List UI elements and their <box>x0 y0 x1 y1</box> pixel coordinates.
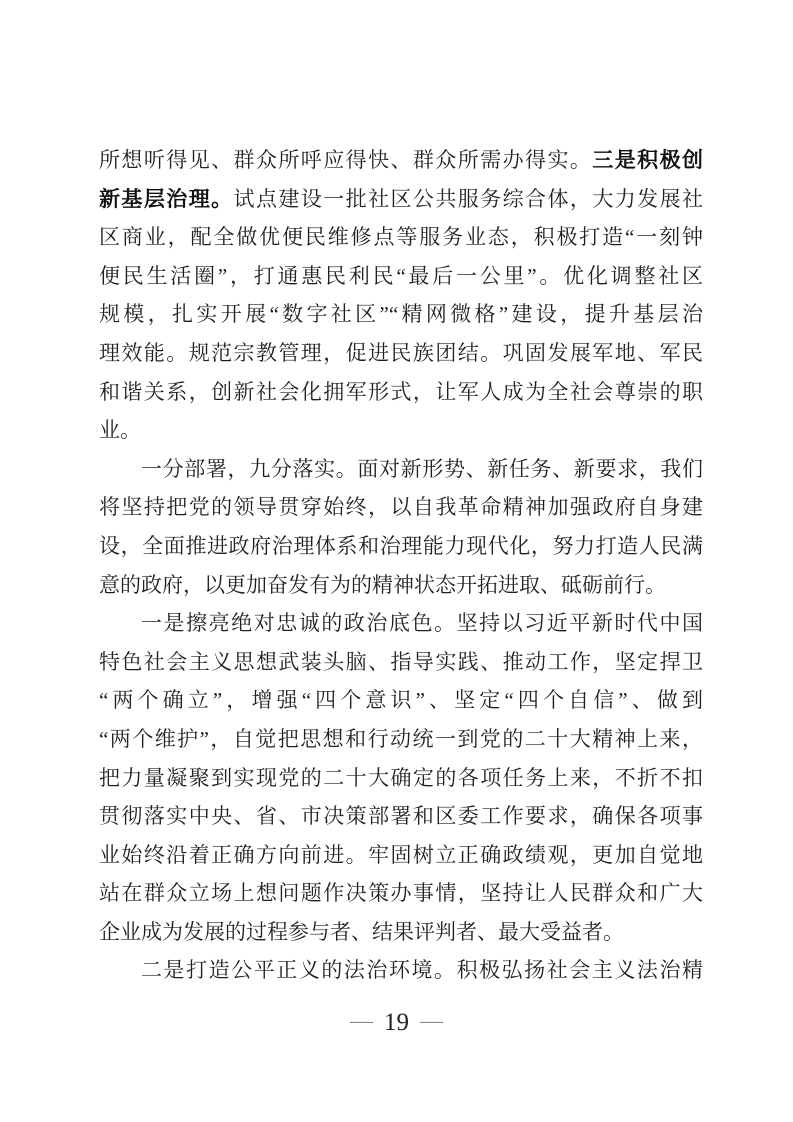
text-line <box>99 951 703 990</box>
text-segment: 企业成为发展的过程参与者、结果评判者、最大受益者。 <box>99 919 624 944</box>
text-segment: 一是擦亮绝对忠诚的政治底色。坚持以习近平新时代中国 <box>141 611 703 636</box>
text-segment: “两个确立”，增强“四个意识”、坚定“四个自信”、做到 <box>99 688 703 713</box>
text-segment: 和谐关系，创新社会化拥军形式，让军人成为全社会尊崇的职 <box>99 379 703 404</box>
text-segment: 把力量凝聚到实现党的二十大确定的各项任务上来，不折不扣 <box>99 765 703 790</box>
text-segment: 将坚持把党的领导贯穿始终，以自我革命精神加强政府自身建 <box>99 495 703 520</box>
text-segment: 理效能。规范宗教管理，促进民族团结。巩固发展军地、军民 <box>99 340 703 365</box>
page-footer <box>0 1008 793 1037</box>
bold-heading-segment: 新基层治理。 <box>99 186 234 211</box>
text-line <box>99 913 703 952</box>
text-line <box>99 836 703 875</box>
text-line <box>99 488 703 527</box>
text-segment: 规模，扎实开展“数字社区”“精网微格”建设，提升基层治 <box>99 302 703 327</box>
text-line <box>99 334 703 373</box>
text-segment: 区商业，配全做优便民维修点等服务业态，积极打造“一刻钟 <box>99 225 703 250</box>
text-line <box>99 527 703 566</box>
text-line <box>99 411 703 450</box>
text-line <box>99 643 703 682</box>
text-line <box>99 604 703 643</box>
text-segment: 业始终沿着正确方向前进。牢固树立正确政绩观，更加自觉地 <box>99 842 703 867</box>
text-line <box>99 681 703 720</box>
bold-heading-segment: 三是积极创 <box>592 148 704 172</box>
text-line <box>99 720 703 759</box>
footer-left-dash: — <box>350 1008 373 1033</box>
body-text <box>99 141 703 990</box>
text-line <box>99 874 703 913</box>
text-line <box>99 566 703 605</box>
text-segment: 业。 <box>99 418 141 443</box>
text-segment: 二是打造公平正义的法治环境。积极弘扬社会主义法治精 <box>141 958 703 983</box>
text-segment: “两个维护”，自觉把思想和行动统一到党的二十大精神上来， <box>99 726 703 751</box>
text-line <box>99 797 703 836</box>
text-segment: 特色社会主义思想武装头脑、指导实践、推动工作，坚定捍卫 <box>99 649 703 674</box>
text-line <box>99 759 703 798</box>
text-segment: 设，全面推进政府治理体系和治理能力现代化，努力打造人民满 <box>99 533 703 558</box>
text-segment: 贯彻落实中央、省、市决策部署和区委工作要求，确保各项事 <box>99 804 703 829</box>
text-segment: 站在群众立场上想问题作决策办事情，坚持让人民群众和广大 <box>99 881 703 906</box>
text-line <box>99 218 703 257</box>
text-segment: 便民生活圈”，打通惠民利民“最后一公里”。优化调整社区 <box>99 263 703 288</box>
text-line <box>99 450 703 489</box>
text-segment: 所想听得见、群众所呼应得快、群众所需办得实。 <box>99 148 593 172</box>
text-segment: 一分部署，九分落实。面对新形势、新任务、新要求，我们 <box>141 456 703 481</box>
page-number: 19 <box>384 1009 409 1036</box>
text-segment: 意的政府，以更加奋发有为的精神状态开拓进取、砥砺前行。 <box>99 572 666 597</box>
text-line <box>99 257 703 296</box>
text-segment: 试点建设一批社区公共服务综合体，大力发展社 <box>233 186 704 211</box>
text-line <box>99 180 703 219</box>
footer-right-dash: — <box>420 1008 443 1033</box>
text-line <box>99 141 703 180</box>
text-line <box>99 373 703 412</box>
text-line <box>99 295 703 334</box>
